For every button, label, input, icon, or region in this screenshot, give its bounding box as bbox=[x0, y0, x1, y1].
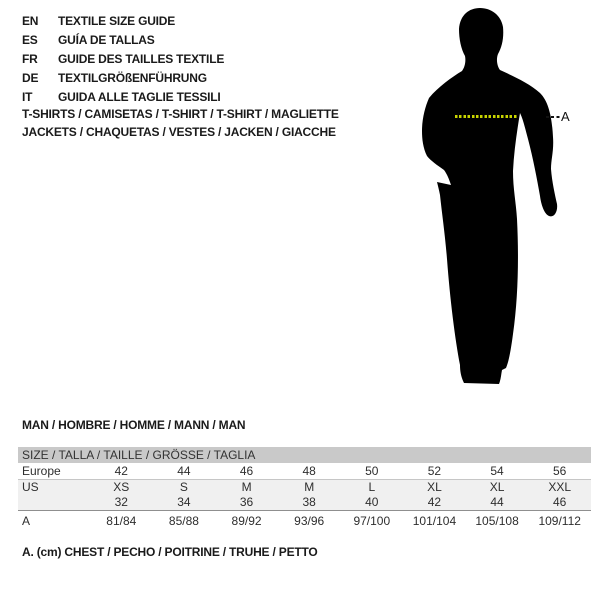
cell: 85/88 bbox=[168, 514, 199, 528]
language-label: GUIDA ALLE TAGLIE TESSILI bbox=[58, 90, 221, 104]
table-row-us-numbers bbox=[18, 495, 591, 511]
cell: 109/112 bbox=[538, 514, 581, 528]
table-row-europe bbox=[18, 463, 591, 480]
cell: M bbox=[304, 480, 315, 494]
cell: L bbox=[368, 480, 376, 494]
cell: 40 bbox=[365, 495, 379, 509]
cell: XL bbox=[489, 480, 505, 494]
language-label: GUÍA DE TALLAS bbox=[58, 33, 155, 47]
language-code: EN bbox=[22, 14, 39, 28]
language-code: FR bbox=[22, 52, 38, 66]
language-code: ES bbox=[22, 33, 38, 47]
cell: 97/100 bbox=[353, 514, 391, 528]
language-item-es bbox=[22, 31, 224, 50]
language-label: TEXTILE SIZE GUIDE bbox=[58, 14, 176, 28]
cell: 42 bbox=[427, 495, 442, 509]
cell: XS bbox=[113, 480, 130, 494]
cell: 101/104 bbox=[412, 514, 457, 528]
cell: 56 bbox=[553, 464, 567, 478]
table-row-us-letters bbox=[18, 480, 591, 495]
cell: 93/96 bbox=[294, 514, 325, 528]
cell: M bbox=[241, 480, 252, 494]
cell: XL bbox=[427, 480, 442, 494]
language-code: IT bbox=[22, 90, 33, 104]
footnote: A. (cm) CHEST / PECHO / POITRINE / TRUHE / PETTO bbox=[22, 545, 318, 559]
cell: 46 bbox=[553, 495, 567, 509]
language-label: GUIDE DES TAILLES TEXTILE bbox=[58, 52, 225, 66]
cell: 38 bbox=[302, 495, 316, 509]
category-jackets: JACKETS / CHAQUETAS / VESTES / JACKEN / GIACCHE bbox=[22, 125, 336, 139]
cell: 34 bbox=[177, 495, 191, 509]
category-tshirts: T-SHIRTS / CAMISETAS / T-SHIRT / T-SHIRT / MAGLIETTE bbox=[22, 107, 339, 121]
cell: 36 bbox=[239, 495, 254, 509]
measure-callout-dashes bbox=[546, 116, 560, 118]
language-item-fr bbox=[22, 50, 224, 69]
cell: 42 bbox=[114, 464, 128, 478]
cell: S bbox=[179, 480, 188, 494]
size-table bbox=[18, 447, 591, 531]
cell: 50 bbox=[365, 464, 379, 478]
cell: 105/108 bbox=[475, 514, 519, 528]
language-label: TEXTILGRÖßENFÜHRUNG bbox=[58, 71, 207, 85]
cell: 89/92 bbox=[231, 514, 262, 528]
section-heading: MAN / HOMBRE / HOMME / MANN / MAN bbox=[22, 418, 246, 432]
cell: 44 bbox=[490, 495, 504, 509]
cell: 46 bbox=[239, 464, 254, 478]
table-row-chest-cm bbox=[18, 511, 591, 531]
man-silhouette bbox=[415, 0, 565, 395]
measure-label-a: A bbox=[561, 109, 570, 124]
language-list bbox=[22, 12, 224, 107]
size-table-header: SIZE / TALLA / TAILLE / GRÖSSE / TAGLIA bbox=[18, 447, 591, 463]
language-item-en bbox=[22, 12, 224, 31]
row-label: Europe bbox=[22, 464, 61, 478]
cell: 48 bbox=[302, 464, 316, 478]
language-item-de bbox=[22, 69, 224, 88]
category-titles bbox=[22, 105, 339, 141]
cell: 52 bbox=[427, 464, 442, 478]
row-label: A bbox=[22, 514, 31, 528]
cell: XXL bbox=[548, 480, 572, 494]
cell: 44 bbox=[177, 464, 191, 478]
language-code: DE bbox=[22, 71, 39, 85]
cell: 54 bbox=[490, 464, 504, 478]
chest-measure-dotted-line bbox=[455, 115, 518, 118]
row-label: US bbox=[22, 480, 39, 494]
cell: 81/84 bbox=[106, 514, 137, 528]
man-silhouette-shape bbox=[422, 8, 557, 384]
cell: 32 bbox=[114, 495, 128, 509]
